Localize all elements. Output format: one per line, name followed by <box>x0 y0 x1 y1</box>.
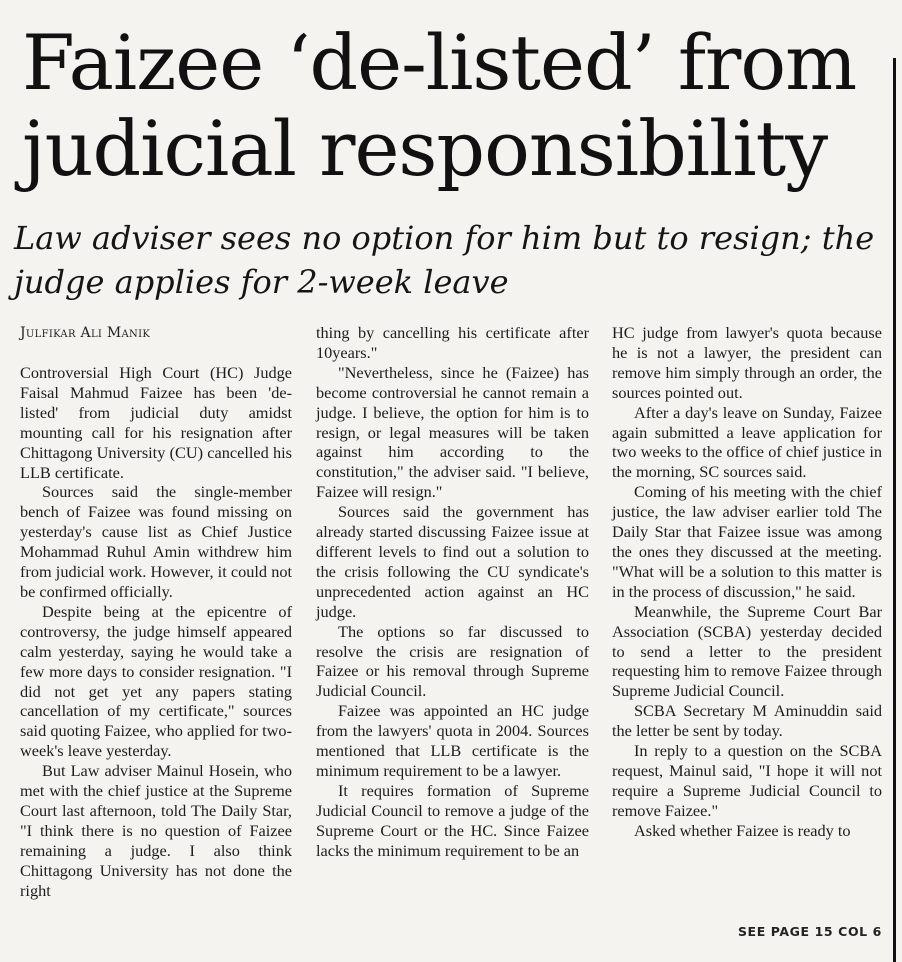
paragraph: Sources said the single-member bench of Faizee was found missing on yesterday's cause list as Chief Justice Mohammad Ruhul Amin withdrew him from judicial work. However, it could not be confirmed officially. <box>20 482 292 601</box>
article-column-3 <box>612 323 882 841</box>
paragraph: Faizee was appointed an HC judge from the lawyers' quota in 2004. Sources mentioned that LLB certificate is the minimum requirement to be a lawyer. <box>316 701 589 780</box>
paragraph: Coming of his meeting with the chief justice, the law adviser earlier told The Daily Star that Faizee issue was among the ones they discussed at the meeting. "What will be a solution to this matter is in the process of discussion," he said. <box>612 482 882 601</box>
paragraph: The options so far discussed to resolve the crisis are resignation of Faizee or his removal through Supreme Judicial Council. <box>316 621 589 701</box>
column-rule <box>893 58 896 962</box>
paragraph: thing by cancelling his certificate after 10years." <box>316 323 589 362</box>
article-column-2 <box>316 323 589 860</box>
paragraph: Despite being at the epicentre of controversy, the judge himself appeared calm yesterday, saying he would take a few more days to consider resignation. "I did not get yet any papers stating cancellation of my certificate," sources said quoting Faizee, who applied for two-week's leave yesterday. <box>20 601 292 761</box>
paragraph: After a day's leave on Sunday, Faizee again submitted a leave application for two weeks to the office of chief justice in the morning, SC sources said. <box>612 402 882 482</box>
byline: Julfikar Ali Manik <box>20 325 151 341</box>
paragraph: HC judge from lawyer's quota because he is not a lawyer, the president can remove him simply through an order, the sources pointed out. <box>612 323 882 402</box>
headline: Faizee ‘de-listed’ from judicial responsibility <box>22 18 857 193</box>
paragraph: Controversial High Court (HC) Judge Faisal Mahmud Faizee has been 'de-listed' from judicial duty amidst mounting call for his resignation after Chittagong University (CU) cancelled his LLB certificate. <box>20 363 292 482</box>
jump-line: SEE PAGE 15 COL 6 <box>737 924 882 939</box>
article-column-1 <box>20 363 292 900</box>
paragraph: But Law adviser Mainul Hosein, who met with the chief justice at the Supreme Court last afternoon, told The Daily Star, "I think there is no question of Faizee remaining a judge. I also think Chittagong University has not done the right <box>20 761 292 900</box>
paragraph: It requires formation of Supreme Judicial Council to remove a judge of the Supreme Court or the HC. Since Faizee lacks the minimum requirement to be an <box>316 780 589 860</box>
paragraph: Asked whether Faizee is ready to <box>634 820 851 840</box>
paragraph: Sources said the government has already started discussing Faizee issue at different levels to find out a solution to the crisis following the CU syndicate's unprecedented action against an HC judge. <box>316 502 589 621</box>
subheadline: Law adviser sees no option for him but to resign; the judge applies for 2-week leave <box>14 219 875 301</box>
paragraph: Meanwhile, the Supreme Court Bar Association (SCBA) yesterday decided to send a letter to the president requesting him to remove Faizee through Supreme Judicial Council. <box>612 601 882 701</box>
paragraph: SCBA Secretary M Aminuddin said the letter be sent by today. <box>612 701 882 741</box>
paragraph: "Nevertheless, since he (Faizee) has become controversial he cannot remain a judge. I believe, the option for him is to resign, or legal measures will be taken against him according to the constitution," the adviser said. "I believe, Faizee will resign." <box>316 362 589 502</box>
paragraph: In reply to a question on the SCBA request, Mainul said, "I hope it will not require a Supreme Judicial Council to remove Faizee." <box>612 741 882 820</box>
